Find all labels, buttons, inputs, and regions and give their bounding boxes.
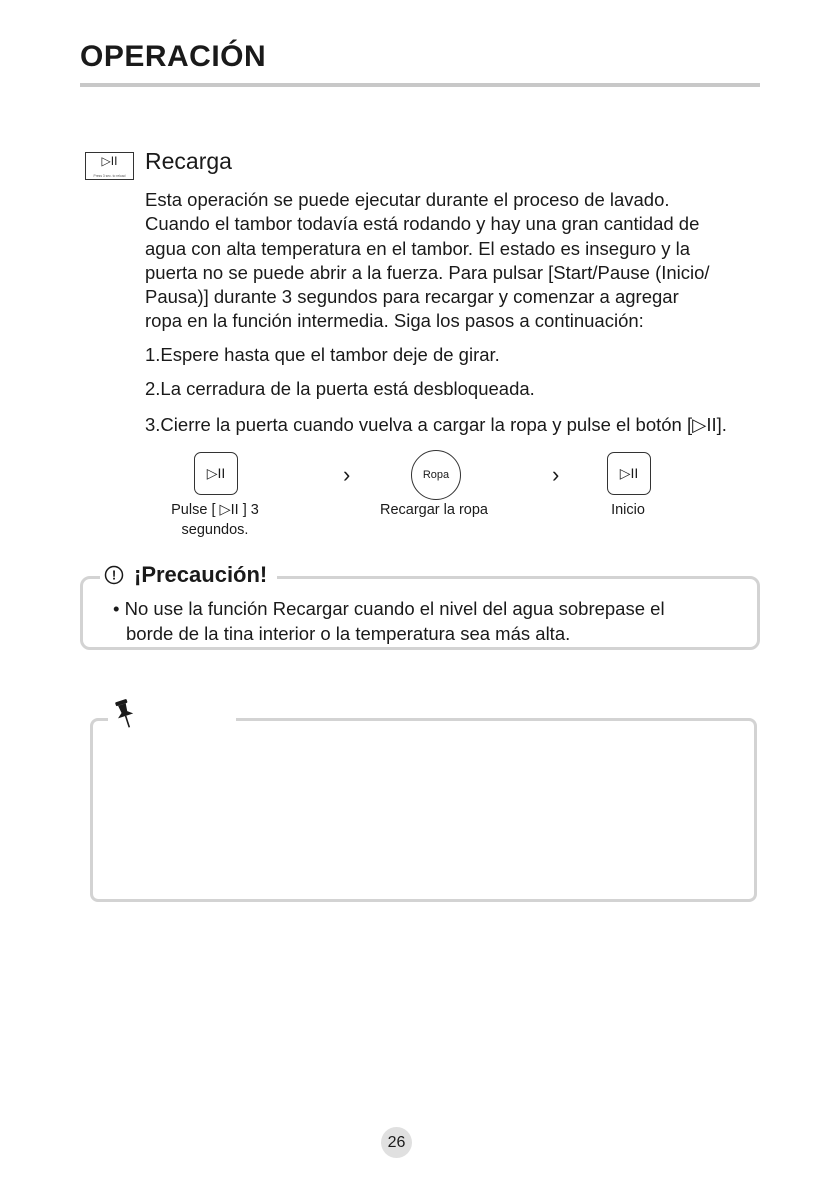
start-pause-icon (607, 452, 651, 495)
paragraph-line: ropa en la función intermedia. Siga los pasos a continuación: (145, 310, 644, 332)
title-rule (80, 83, 760, 87)
note-box (90, 718, 757, 902)
start-pause-caption: Press 3 sec. to reload (93, 174, 126, 178)
chevron-right-icon: › (343, 462, 351, 487)
step3-caption: Inicio (611, 502, 645, 518)
page-title: OPERACIÓN (80, 40, 267, 73)
caution-line: borde de la tina interior o la temperatura sea más alta. (126, 622, 571, 644)
step1-caption (140, 500, 290, 540)
step2-caption: Recargar la ropa (380, 502, 488, 518)
step-item: 1.Espere hasta que el tambor deje de girar. (145, 344, 500, 365)
laundry-label: Ropa (422, 469, 450, 481)
paragraph-line: Pausa)] durante 3 segundos para recargar y comenzar a agregar (145, 286, 679, 308)
laundry-circle-icon (411, 450, 461, 500)
step-item: 3.Cierre la puerta cuando vuelva a cargar la ropa y pulse el botón [▷II]. (145, 414, 727, 435)
step1-caption-line: segundos. (181, 522, 249, 538)
start-pause-glyph: ▷II (619, 465, 639, 481)
caution-title: ¡Precaución! (134, 562, 268, 587)
start-pause-button-icon (85, 152, 134, 180)
section-paragraph (145, 188, 765, 334)
caution-text (113, 597, 743, 646)
step-item: 2.La cerradura de la puerta está desbloqueada. (145, 378, 535, 399)
step1-caption-line: Pulse [ ▷II ] 3 (171, 502, 259, 518)
paragraph-line: puerta no se puede abrir a la fuerza. Para pulsar [Start/Pause (Inicio/ (145, 261, 710, 283)
paragraph-line: Esta operación se puede ejecutar durante el proceso de lavado. (145, 189, 670, 210)
start-pause-icon (194, 452, 238, 495)
start-pause-glyph: ▷II (101, 154, 118, 168)
warning-mark: ! (111, 567, 117, 583)
pushpin-icon (112, 697, 138, 731)
caution-header (100, 562, 277, 588)
paragraph-line: Cuando el tambor todavía está rodando y hay una gran cantidad de (145, 213, 700, 235)
caution-line: • No use la función Recargar cuando el nivel del agua sobrepase el (113, 598, 665, 619)
page-number: 26 (381, 1127, 412, 1158)
paragraph-line: agua con alta temperatura en el tambor. El estado es inseguro y la (145, 237, 691, 259)
warning-icon (104, 565, 124, 585)
section-title: Recarga (145, 148, 232, 174)
chevron-right-icon: › (552, 462, 560, 487)
start-pause-glyph: ▷II (206, 465, 226, 481)
